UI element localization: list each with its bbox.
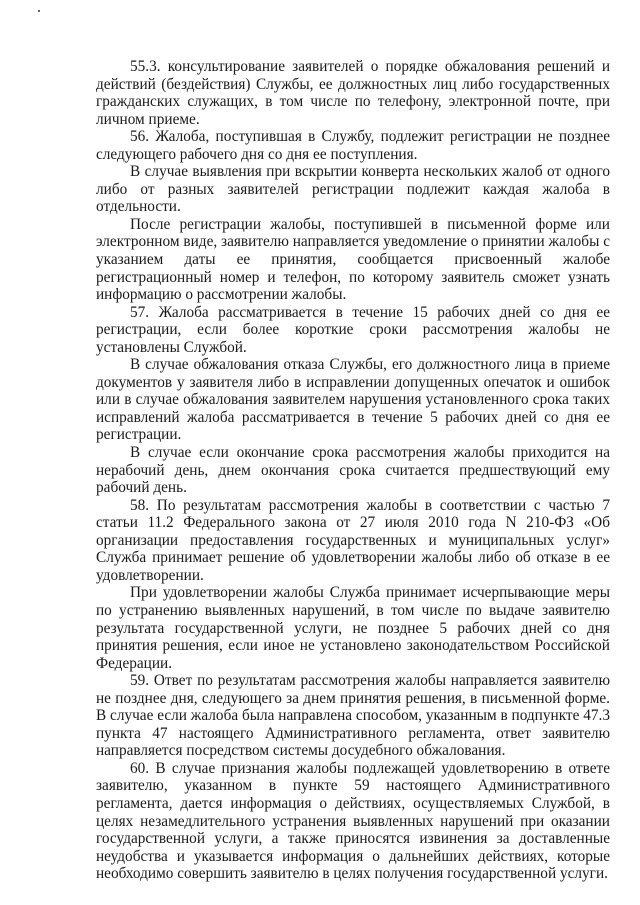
paragraph-56: 56. Жалоба, поступившая в Службу, подлежит регистрации не позднее следующего рабочего дня со дня ее поступления.	[96, 128, 610, 163]
paragraph-58-satisfaction: При удовлетворении жалобы Служба принимает исчерпывающие меры по устранению выявленных нарушений, в том числе по выдаче заявителю результата государственной услуги, не позднее 5 рабочих дней со дня принятия решения, если иное не установлено законодательством Российской Федерации.	[96, 584, 610, 672]
paragraph-58: 58. По результатам рассмотрения жалобы в соответствии с частью 7 статьи 11.2 Федерального закона от 27 июля 2010 года N 210-ФЗ «Об организации предоставления государственных и муниципальных услуг» Служба принимает решение об удовлетворении жалобы либо об отказе в ее удовлетворении.	[96, 496, 610, 584]
paragraph-55-3: 55.3. консультирование заявителей о порядке обжалования решений и действий (бездействия) Службы, ее должностных лиц либо государственных гражданских служащих, в том числе по телефону, электронной почте, при личном приеме.	[96, 58, 610, 128]
paragraph-57-non-working-day: В случае если окончание срока рассмотрения жалобы приходится на нерабочий день, днем окончания срока считается предшествующий ему рабочий день.	[96, 444, 610, 497]
paragraph-59: 59. Ответ по результатам рассмотрения жалобы направляется заявителю не позднее дня, следующего за днем принятия решения, в письменной форме. В случае если жалоба была направлена способом, указанным в подпункте 47.3 пункта 47 настоящего Административного регламента, ответ заявителю направляется посредством системы досудебного обжалования.	[96, 672, 610, 760]
scan-speck	[38, 10, 40, 12]
paragraph-60: 60. В случае признания жалобы подлежащей удовлетворению в ответе заявителю, указанном в пункте 59 настоящего Административного регламента, дается информация о действиях, осуществляемых Службой, в целях незамедлительного устранения выявленных нарушений при оказании государственной услуги, а также приносятся извинения за доставленные неудобства и указывается информация о дальнейших действиях, которые необходимо совершить заявителю в целях получения государственной услуги.	[96, 759, 610, 883]
paragraph-56-multiple-complaints: В случае выявления при вскрытии конверта нескольких жалоб от одного либо от разных заявителей регистрации подлежит каждая жалоба в отдельности.	[96, 163, 610, 216]
paragraph-57: 57. Жалоба рассматривается в течение 15 рабочих дней со дня ее регистрации, если более короткие сроки рассмотрения жалобы не установлены Службой.	[96, 303, 610, 356]
paragraph-56-registration-notice: После регистрации жалобы, поступившей в письменной форме или электронном виде, заявителю направляется уведомление о принятии жалобы с указанием даты ее принятия, сообщается присвоенный жалобе регистрационный номер и телефон, по которому заявитель сможет узнать информацию о рассмотрении жалобы.	[96, 215, 610, 304]
document-body	[96, 58, 610, 883]
paragraph-57-refusal-appeal: В случае обжалования отказа Службы, его должностного лица в приеме документов у заявителя либо в исправлении допущенных опечаток и ошибок или в случае обжалования заявителем нарушения установленного срока таких исправлений жалоба рассматривается в течение 5 рабочих дней со дня ее регистрации.	[96, 356, 610, 444]
